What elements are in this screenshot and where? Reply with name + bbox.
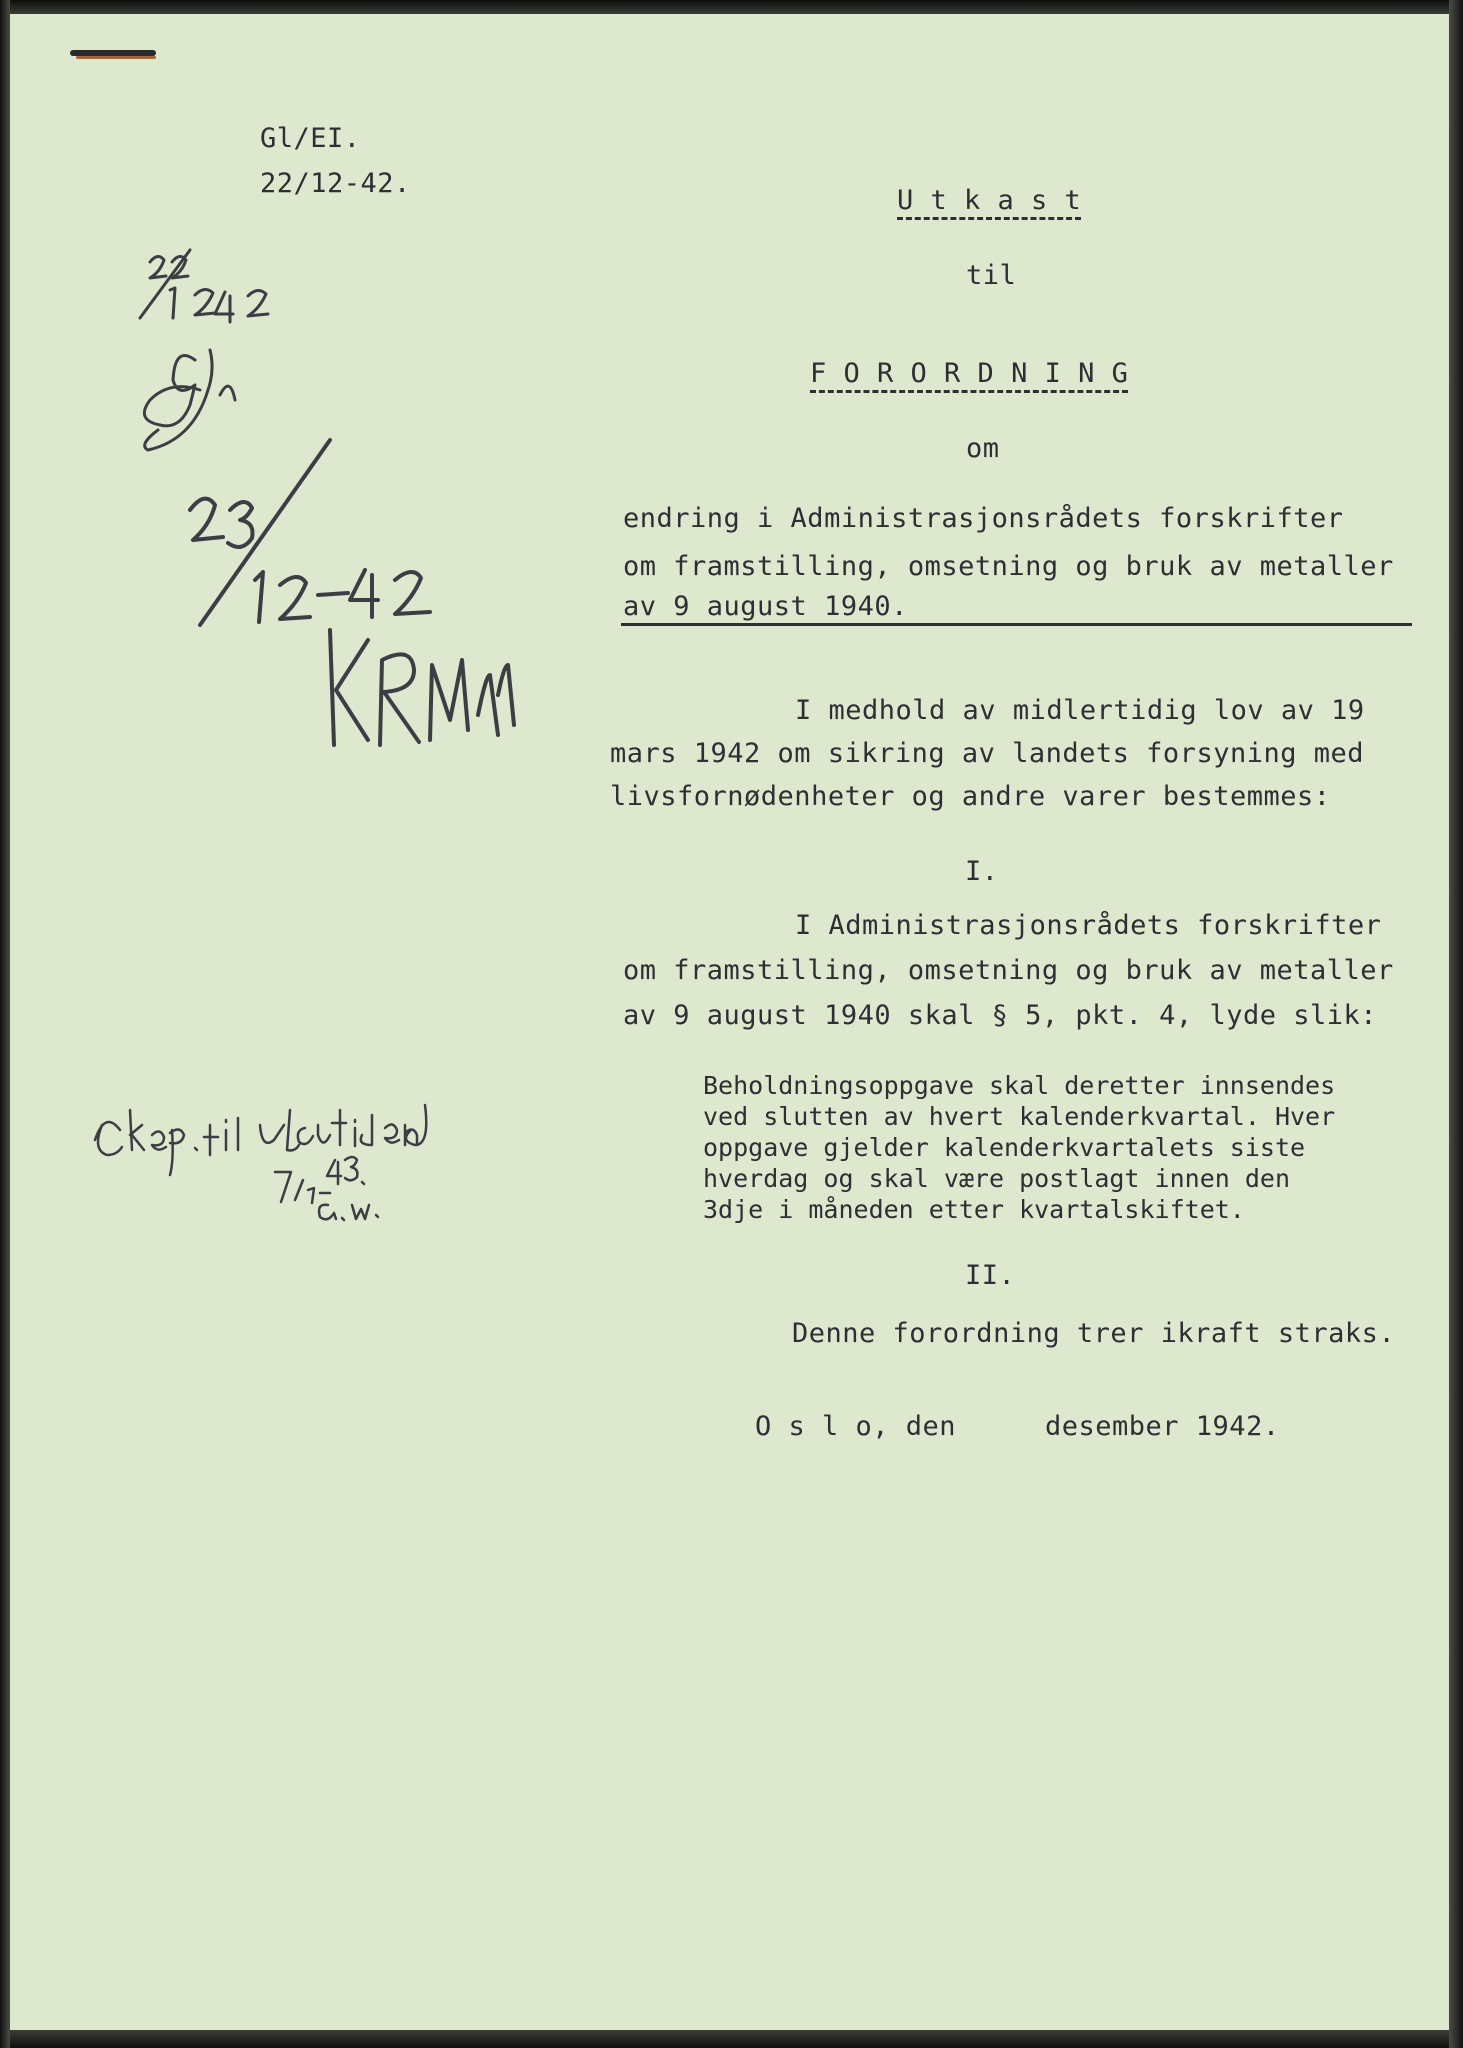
preamble-line-2: mars 1942 om sikring av landets forsyning med	[610, 738, 1364, 769]
quote-line-4: hverdag og skal være postlagt innen den	[703, 1164, 1290, 1193]
paper-edge-left	[0, 0, 10, 2048]
subject-line-3: av 9 august 1940.	[623, 591, 908, 622]
section-1-line-3: av 9 august 1940 skal § 5, pkt. 4, lyde slik:	[623, 1000, 1377, 1031]
section-2-text: Denne forordning trer ikraft straks.	[792, 1318, 1396, 1349]
reference-date: 22/12-42.	[260, 168, 411, 199]
staple-rust	[76, 56, 156, 59]
closing-place: O s l o, den	[755, 1411, 957, 1442]
handwritten-date-note	[140, 250, 268, 322]
section-1-numeral: I.	[965, 856, 999, 887]
title-utkast: U t k a s t	[897, 187, 1081, 220]
reference-code: Gl/EI.	[260, 123, 361, 154]
closing-date: desember 1942.	[1045, 1411, 1280, 1442]
quote-line-5: 3dje i måneden etter kvartalskiftet.	[703, 1195, 1245, 1224]
paper-edge-right	[1449, 0, 1463, 2048]
subject-line-1: endring i Administrasjonsrådets forskrifter	[623, 503, 1344, 534]
section-1-line-2: om framstilling, omsetning og bruk av metaller	[623, 955, 1394, 986]
section-2-numeral: II.	[965, 1260, 1016, 1291]
subject-rule	[621, 623, 1412, 626]
handwritten-large-date	[190, 440, 430, 625]
section-1-line-1: I Administrasjonsrådets forskrifter	[795, 910, 1382, 941]
title-om: om	[966, 433, 1000, 464]
paper-edge-bottom	[0, 2030, 1463, 2048]
preamble-line-3: livsfornødenheter og andre varer bestemmes:	[610, 781, 1331, 812]
quote-line-1: Beholdningsoppgave skal deretter innsendes	[703, 1071, 1336, 1100]
quote-line-2: ved slutten av hvert kalenderkvartal. Hver	[703, 1102, 1336, 1131]
subject-line-2: om framstilling, omsetning og bruk av metaller	[623, 551, 1394, 582]
title-forordning: F O R O R D N I N G	[810, 360, 1128, 393]
handwritten-initials	[144, 350, 235, 450]
title-til: til	[966, 260, 1017, 291]
preamble-line-1: I medhold av midlertidig lov av 19	[795, 695, 1365, 726]
paper-edge-top	[0, 0, 1463, 14]
quote-line-3: oppgave gjelder kalenderkvartalets siste	[703, 1133, 1306, 1162]
handwritten-margin-note	[95, 1105, 426, 1220]
handwritten-signature	[330, 630, 514, 745]
